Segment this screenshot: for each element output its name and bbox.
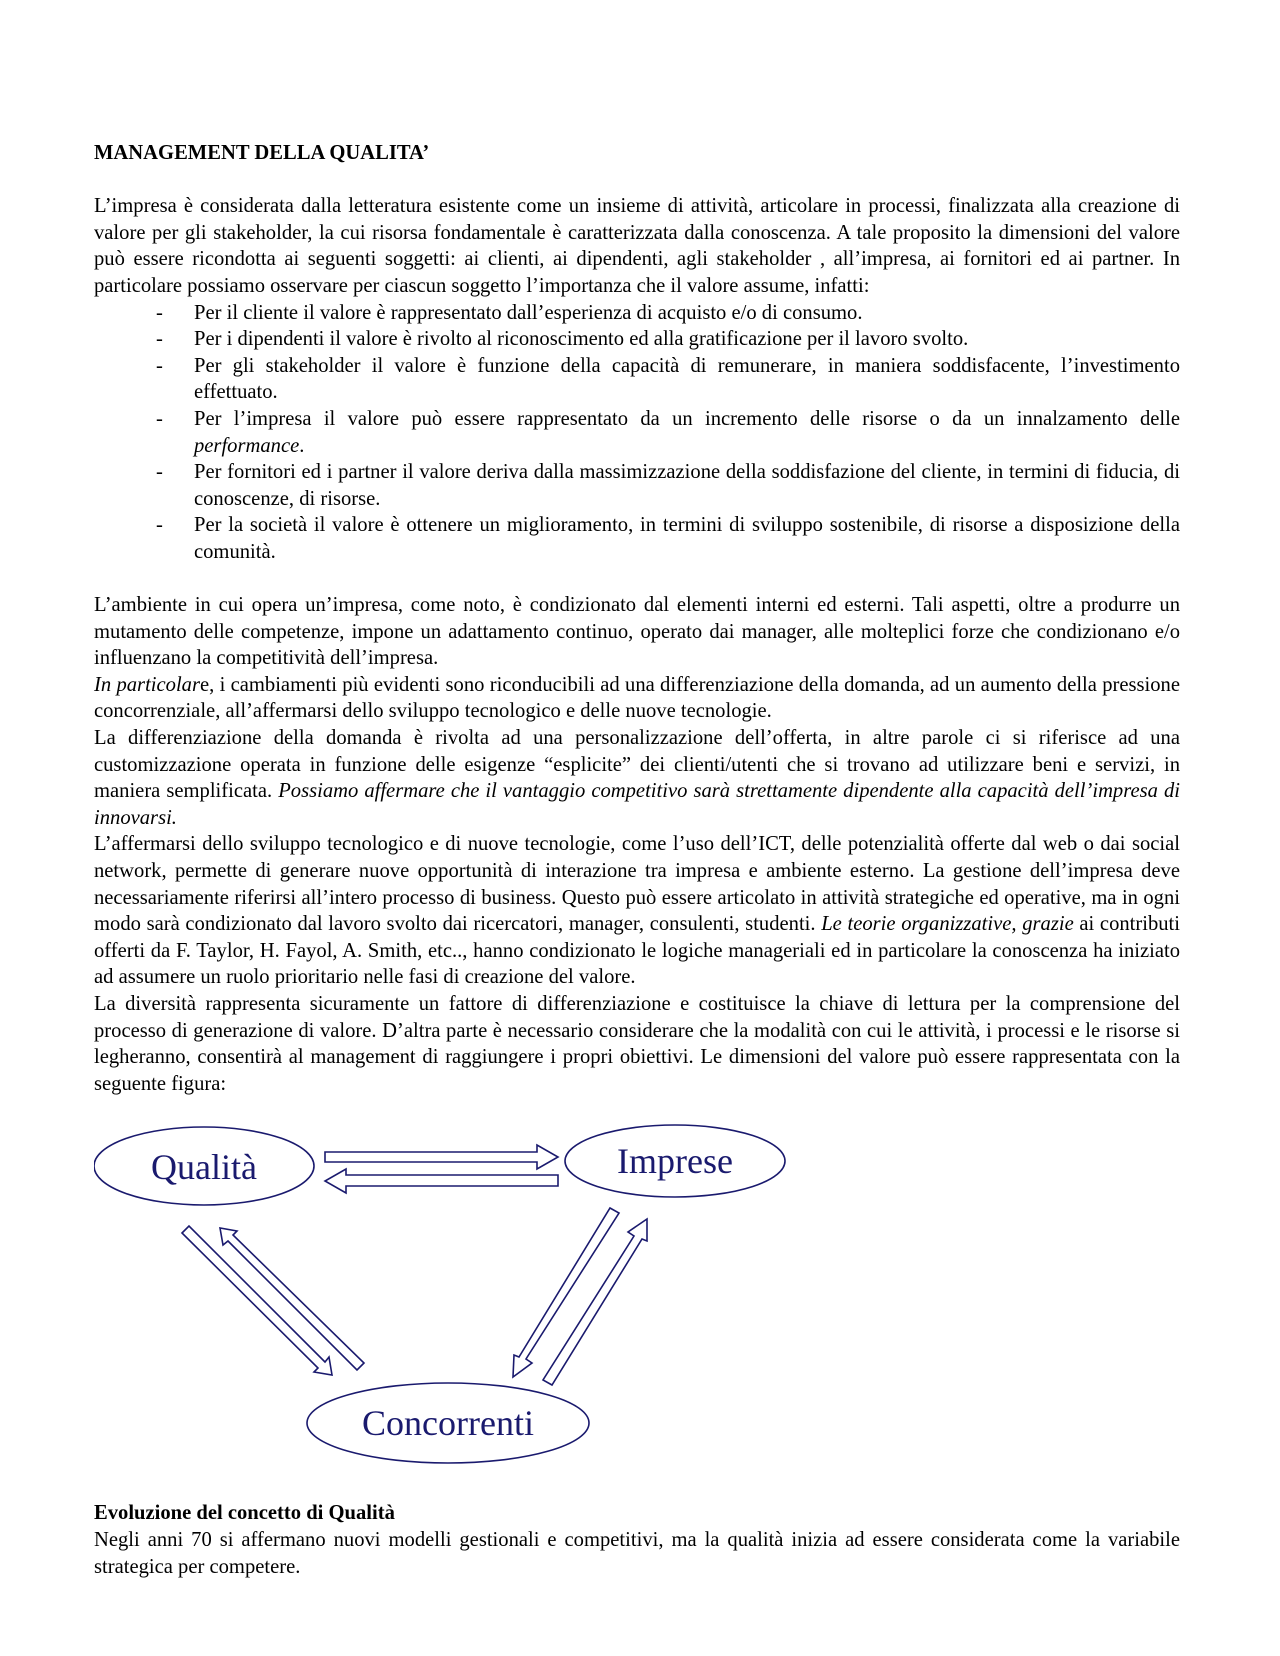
paragraph-text: L’affermarsi dello sviluppo tecnologico e di nuove tecnologie, come l’uso dell’ICT, delle potenzialità offerte dal web o dai social network, permette di generare nuove opportunità di interazione tra impresa e ambiente esterno. La gestione dell’impresa deve necessariamente riferirsi all’intero processo di business. Questo può essere articolato in attività strategiche ed operative, ma in ogni modo sarà condizionato dal lavoro svolto dai ricercatori, manager, consulenti, studenti. bbox=[94, 833, 1180, 936]
paragraph-text-end: ai contributi offerti da F. Taylor, H. Fayol, A. Smith, etc.., hanno condizionato le logiche manageriali ed in particolare la conoscenza ha iniziato ad assumere un ruolo prioritario nelle fasi di creazione del valore. bbox=[94, 913, 1180, 989]
paragraph-text: La differenziazione della domanda è rivolta ad una personalizzazione dell’offerta, in altre parole ci si riferisce ad una customizzazione operata in funzione delle esigenze “esplicite” dei clienti/utenti che si trovano ad utilizzare beni e servizi, in maniera semplificata. bbox=[94, 727, 1180, 803]
dash-bullet: - bbox=[156, 328, 163, 351]
list-item bbox=[156, 512, 1180, 565]
arrow-qualita-to-imprese bbox=[325, 1145, 558, 1169]
paragraph-evoluzione: Negli anni 70 si affermano nuovi modelli gestionali e competitivi, ma la qualità inizia ad essere considerata come la variabile strategica per competere. bbox=[94, 1528, 1180, 1578]
arrow-imprese-to-qualita bbox=[325, 1169, 558, 1193]
dash-bullet: - bbox=[156, 407, 163, 430]
document-title: MANAGEMENT DELLA QUALITA’ bbox=[94, 142, 430, 164]
paragraph-italic: Le teorie organizzative, grazie bbox=[821, 913, 1074, 936]
paragraph-italic: Possiamo affermare che il vantaggio competitivo sarà strettamente dipendente alla capacità dell’impresa di innovarsi. bbox=[94, 780, 1180, 829]
list-item-text: Per l’impresa il valore può essere rappresentato da un incremento delle risorse o da un innalzamento delle bbox=[194, 407, 1180, 430]
list-item-text: Per i dipendenti il valore è rivolto al riconoscimento ed alla gratificazione per il lavoro svolto. bbox=[194, 328, 969, 351]
dash-bullet: - bbox=[156, 461, 163, 484]
list-item bbox=[156, 326, 1180, 353]
node-concorrenti-label: Concorrenti bbox=[362, 1403, 534, 1444]
blank-line bbox=[94, 566, 1180, 593]
blank-line bbox=[94, 167, 1180, 194]
paragraph-tecnologico bbox=[94, 831, 1180, 991]
paragraph-ambiente: L’ambiente in cui opera un’impresa, come noto, è condizionato dal elementi interni ed esterni. Tali aspetti, oltre a produrre un mutamento delle competenze, impone un adattamento continuo, operato dai manager, alle molteplici forze che condizionano e/o influenzano la competitività dell’impresa. bbox=[94, 594, 1180, 670]
list-item-italic: performance bbox=[194, 434, 300, 457]
node-imprese-label: Imprese bbox=[617, 1141, 733, 1182]
section-title-evoluzione: Evoluzione del concetto di Qualità bbox=[94, 1502, 395, 1525]
list-item bbox=[156, 459, 1180, 512]
arrow-concorrenti-to-qualita bbox=[220, 1228, 364, 1370]
paragraph-diversita: La diversità rappresenta sicuramente un fattore di differenziazione e costituisce la chiave di lettura per la comprensione del processo di generazione di valore. D’altra parte è necessario considerare che la modalità con cui le attività, i processi e le risorse si legheranno, consentirà al management di raggiungere i propri obiettivi. Le dimensioni del valore può essere rappresentata con la seguente figura: bbox=[94, 993, 1180, 1095]
paragraph-italic-lead: In particolar bbox=[94, 673, 200, 696]
node-qualita-label: Qualità bbox=[151, 1147, 257, 1188]
paragraph-differenziazione bbox=[94, 725, 1180, 831]
value-dimensions-diagram bbox=[94, 1115, 1180, 1500]
diagram-svg bbox=[94, 1115, 1180, 1500]
value-subjects-list bbox=[94, 300, 1180, 566]
paragraph-text: e, i cambiamenti più evidenti sono riconducibili ad una differenziazione della domanda, ad un aumento della pressione concorrenziale, all’affermarsi dello sviluppo tecnologico e delle nuove tecnologie. bbox=[94, 673, 1180, 723]
list-item bbox=[156, 300, 1180, 327]
list-item-text: Per gli stakeholder il valore è funzione della capacità di remunerare, in maniera soddisfacente, l’investimento effettuato. bbox=[194, 354, 1180, 404]
dash-bullet: - bbox=[156, 354, 163, 377]
list-item-text: Per il cliente il valore è rappresentato dall’esperienza di acquisto e/o di consumo. bbox=[194, 301, 863, 324]
dash-bullet: - bbox=[156, 301, 163, 324]
list-item-text: Per la società il valore è ottenere un miglioramento, in termini di sviluppo sostenibile, di risorse a disposizione della comunità. bbox=[194, 514, 1180, 563]
intro-paragraph: L’impresa è considerata dalla letteratura esistente come un insieme di attività, articolare in processi, finalizzata alla creazione di valore per gli stakeholder, la cui risorsa fondamentale è caratterizzata dalla conoscenza. A tale proposito la dimensioni del valore può essere ricondotta ai seguenti soggetti: ai clienti, ai dipendenti, agli stakeholder , all’impresa, ai fornitori ed ai partner. In particolare possiamo osservare per ciascun soggetto l’importanza che il valore assume, infatti: bbox=[94, 195, 1180, 297]
list-item-text: Per fornitori ed i partner il valore deriva dalla massimizzazione della soddisfazione del cliente, in termini di fiducia, di conoscenze, di risorse. bbox=[194, 461, 1180, 510]
paragraph-particolare bbox=[94, 672, 1180, 725]
dash-bullet: - bbox=[156, 514, 163, 537]
document-page bbox=[94, 140, 1180, 1580]
list-item-end: . bbox=[299, 434, 305, 457]
arrow-qualita-to-concorrenti bbox=[182, 1226, 332, 1375]
list-item bbox=[156, 406, 1180, 459]
list-item bbox=[156, 353, 1180, 406]
